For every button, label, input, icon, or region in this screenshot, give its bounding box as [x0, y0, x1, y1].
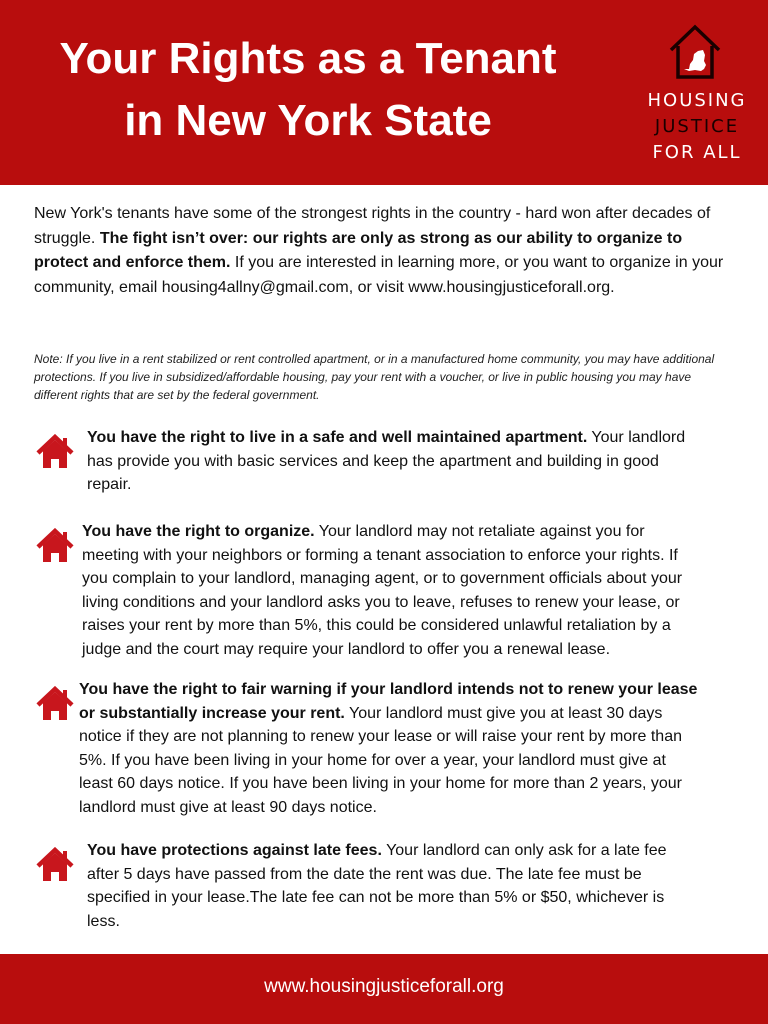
house-icon	[35, 528, 75, 564]
logo-line-1: HOUSING	[647, 90, 747, 111]
title-line-1: Your Rights as a Tenant	[59, 34, 557, 83]
right-item-late-fees	[0, 839, 768, 939]
right-text	[87, 426, 702, 497]
right-body: Your landlord has provide you with basic services and keep the apartment and building in good repair.	[87, 429, 686, 493]
right-text	[79, 678, 701, 819]
right-heading: You have the right to live in a safe and well maintained apartment.	[87, 429, 588, 446]
footer-banner	[0, 954, 768, 1024]
housing-justice-for-all-logo	[634, 24, 760, 164]
logo-line-2: JUSTICE	[654, 116, 740, 137]
house-with-ny-state-icon	[667, 24, 723, 80]
intro-text-2: If you are interested in learning more, or you want to organize in your community, email housing4allny@gmail.com, or visit www.housingjusticeforall.org.	[34, 254, 724, 296]
right-body: Your landlord must give you at least 30 days notice if they are not planning to renew your lease or will raise your rent by more than 5%. If you have been living in your home for over a year, your landlord must give at least 60 days notice. If you have been living in your home for more than 2 years, your landlord must give at least 90 days notice.	[79, 704, 682, 816]
right-heading: You have the right to organize.	[82, 523, 315, 540]
right-heading: You have protections against late fees.	[87, 842, 382, 859]
house-icon	[35, 686, 75, 722]
right-text	[82, 520, 697, 661]
right-item-fair-warning	[0, 678, 768, 823]
house-icon	[35, 847, 75, 883]
intro-text-1: New York's tenants have some of the strongest rights in the country - hard won after decades of struggle.	[34, 205, 711, 247]
logo-line-3: FOR ALL	[652, 142, 742, 163]
footer-website-link[interactable]: www.housingjusticeforall.org	[264, 976, 504, 997]
intro-paragraph	[34, 202, 734, 300]
right-body: Your landlord can only ask for a late fee after 5 days have passed from the date the rent was due. The late fee must be specified in your lease.The late fee can not be more than 5% or $50, whichever is less.	[87, 842, 667, 930]
page-title	[20, 28, 596, 152]
right-heading: You have the right to fair warning if your landlord intends not to renew your lease or substantially increase your rent.	[79, 681, 698, 722]
right-body: Your landlord may not retaliate against you for meeting with your neighbors or forming a tenant association to enforce your rights. If you complain to your landlord, managing agent, or to government officials about your living conditions and your landlord asks you to leave, refuses to renew your lease, or raises your rent by more than 5%, this could be considered unlawful retaliation by a judge and the court may require your landlord to offer you a renewal lease.	[82, 523, 683, 658]
logo-wordmark	[634, 88, 760, 166]
house-icon	[35, 434, 75, 470]
right-item-organize	[0, 520, 768, 665]
intro-bold-text: The fight isn’t over: our rights are only as strong as our ability to organize to protect and enforce them.	[34, 229, 683, 271]
header-banner	[0, 0, 768, 185]
title-line-2: in New York State	[124, 96, 492, 145]
right-item-safe-apartment	[0, 426, 768, 498]
note-paragraph: Note: If you live in a rent stabilized or rent controlled apartment, or in a manufactured home community, you may have additional protections. If you live in subsidized/affordable housing, pay your rent with a voucher, or live in public housing you may have different rights that are set by the federal government.	[34, 352, 715, 402]
right-text	[87, 839, 687, 933]
